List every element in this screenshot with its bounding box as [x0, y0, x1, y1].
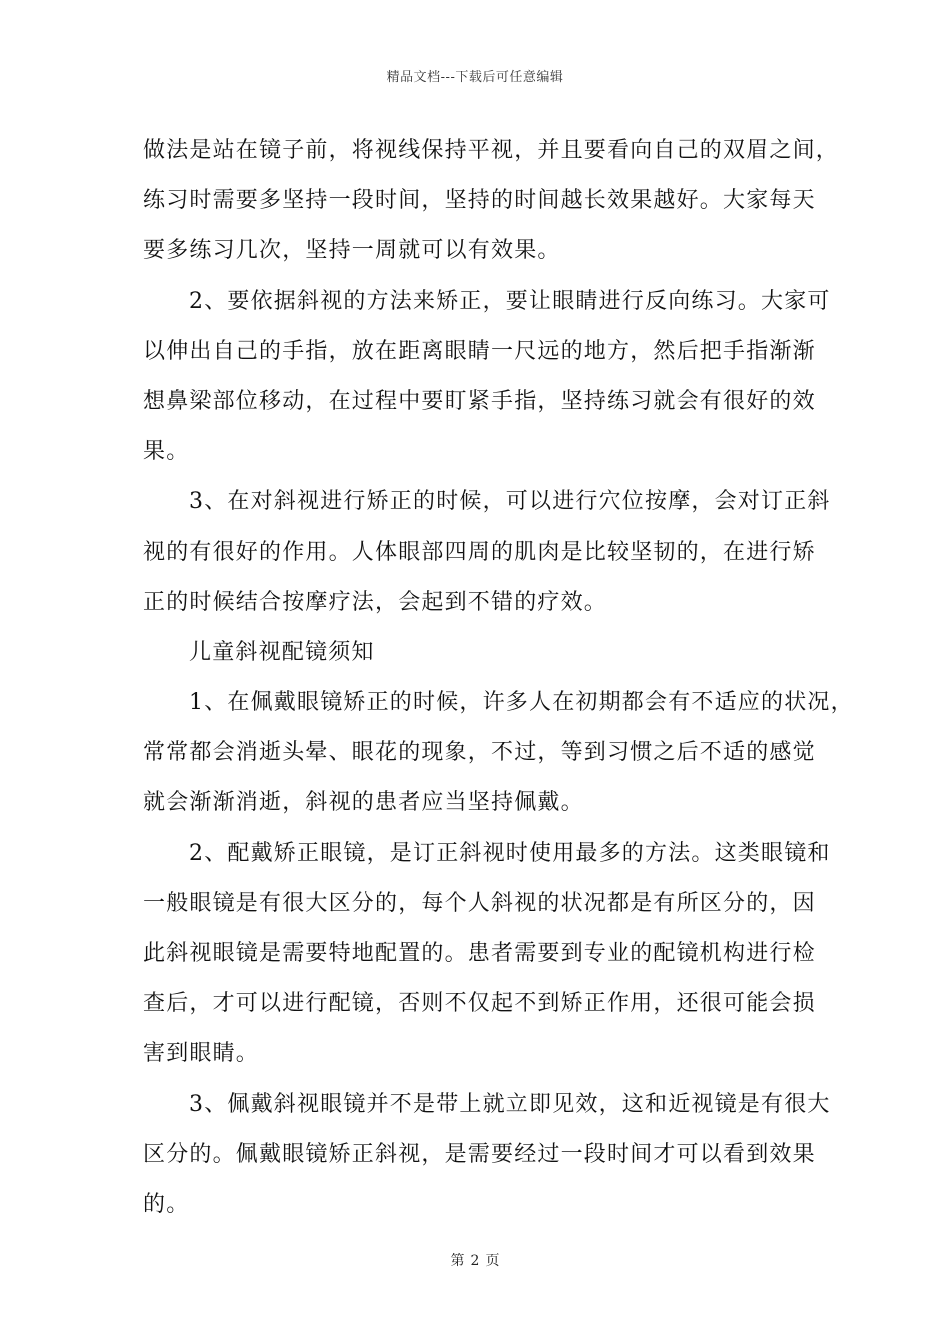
text-line: 常常都会消逝头晕、眼花的现象，不过，等到习惯之后不适的感觉 — [143, 740, 816, 766]
text-line: 区分的。佩戴眼镜矫正斜视，是需要经过一段时间才可以看到效果 — [143, 1141, 816, 1167]
text-line: 要多练习几次，坚持一周就可以有效果。 — [143, 238, 561, 264]
text-line: 做法是站在镜子前，将视线保持平视，并且要看向自己的双眉之间， — [143, 138, 840, 163]
text-line: 就会渐渐消逝，斜视的患者应当坚持佩戴。 — [143, 790, 584, 816]
text-line: 正的时候结合按摩疗法，会起到不错的疗效。 — [143, 589, 608, 615]
text-line: 查后，才可以进行配镜，否则不仅起不到矫正作用，还很可能会损 — [143, 991, 816, 1017]
text-line: 练习时需要多坚持一段时间，坚持的时间越长效果越好。大家每天 — [143, 188, 816, 214]
text-line: 果。 — [143, 439, 190, 465]
text-line: 的。 — [143, 1191, 190, 1217]
text-line: 一般眼镜是有很大区分的，每个人斜视的状况都是有所区分的，因 — [143, 890, 816, 916]
page-footer — [0, 1250, 950, 1270]
page-number: 2 — [470, 1253, 480, 1269]
page-label-prefix: 第 — [450, 1253, 465, 1269]
text-line: 2、配戴矫正眼镜，是订正斜视时使用最多的方法。这类眼镜和 — [189, 840, 831, 866]
text-line: 以伸出自己的手指，放在距离眼睛一尺远的地方，然后把手指渐渐 — [143, 338, 816, 364]
page-header: 精品文档---下载后可任意编辑 — [386, 70, 564, 85]
page-label-suffix: 页 — [485, 1253, 500, 1269]
text-line: 害到眼睛。 — [143, 1041, 260, 1067]
text-line: 3、在对斜视进行矫正的时候，可以进行穴位按摩，会对订正斜 — [189, 489, 831, 515]
text-line: 1、在佩戴眼镜矫正的时候，许多人在初期都会有不适应的状况， — [189, 690, 854, 716]
text-line: 想鼻梁部位移动，在过程中要盯紧手指，坚持练习就会有很好的效 — [143, 388, 816, 414]
document-body — [143, 126, 854, 1230]
text-line: 2、要依据斜视的方法来矫正，要让眼睛进行反向练习。大家可 — [189, 288, 831, 314]
section-heading: 儿童斜视配镜须知 — [189, 639, 375, 665]
text-line: 3、佩戴斜视眼镜并不是带上就立即见效，这和近视镜是有很大 — [189, 1091, 831, 1117]
text-line: 视的有很好的作用。人体眼部四周的肌肉是比较坚韧的，在进行矫 — [143, 539, 816, 565]
text-line: 此斜视眼镜是需要特地配置的。患者需要到专业的配镜机构进行检 — [143, 941, 816, 966]
